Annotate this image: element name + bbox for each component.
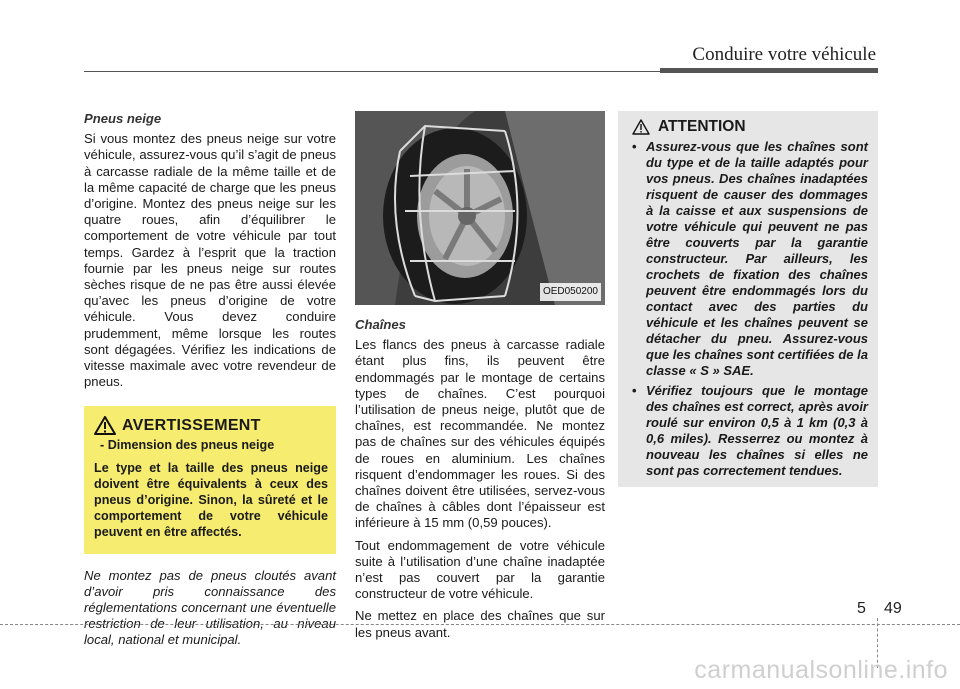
chains-paragraph-2: Tout endommagement de votre véhicule suite à l’utilisation d’une chaîne inadaptée n’est pas couvert par la garantie constructeur de votre véhicule. xyxy=(355,537,605,602)
page-number: 49 xyxy=(884,600,902,617)
attention-list xyxy=(628,139,868,479)
chains-heading: Chaînes xyxy=(355,317,406,332)
caution-triangle-icon xyxy=(632,119,650,135)
header-rule xyxy=(84,71,660,72)
left-column xyxy=(84,111,336,654)
page-header-title: Conduire votre véhicule xyxy=(692,44,876,65)
attention-item-chain-type: • Assurez-vous que les chaînes sont du type et de la taille adaptés pour vos pneus. Des chaînes inadaptées risquent de causer des dommages à la caisse et aux suspensions de votre véhicule qui peuvent ne pas être couverts par la garantie constructeur. Par ailleurs, les crochets de fixation des chaînes peuvent être endommagés lors du contact avec des parties du véhicule et les chaînes peuvent se détacher du pneu. Assurez-vous que les chaînes sont certifiées de la classe « S » SAE. xyxy=(628,139,868,379)
snow-tires-paragraph: Si vous montez des pneus neige sur votre véhicule, assurez-vous qu’il s’agit de pneus à carcasse radiale de la même taille et de la même capacité de charge que les pneus d’origine. Montez des pneus neige sur les quatre roues, afin d’équilibrer le comportement de votre véhicule par tout temps. Gardez à l’esprit que la traction fournie par les pneus neige sur routes sèches risque de ne pas être aussi élevée qu’avec les pneus d’origine de votre véhicule. Vous devez conduire prudemment, même lorsque les routes sont dégagées. Vérifiez les indications de vitesse maximale avec votre revendeur de pneus. xyxy=(84,131,336,390)
warning-subtitle: - Dimension des pneus neige xyxy=(100,438,275,453)
attention-box xyxy=(618,111,878,487)
attention-item-chain-check: • Vérifiez toujours que le montage des chaînes est correct, après avoir roulé sur environ 0,5 à 1 km (0,3 à 0,6 miles). Resserrez ou montez à nouveau les chaînes si elles ne sont pas correctement tendues. xyxy=(628,383,868,479)
attention-title: ATTENTION xyxy=(658,118,746,135)
tire-with-chain-illustration xyxy=(355,111,605,305)
warning-header xyxy=(94,416,328,435)
chapter-number: 5 xyxy=(857,600,866,617)
footer-divider xyxy=(0,624,960,625)
attention-header xyxy=(632,119,868,135)
photo-caption: OED050200 xyxy=(540,283,601,301)
watermark: carmanualsonline.info xyxy=(694,656,948,684)
middle-column xyxy=(355,111,605,647)
chains-paragraph-1: Les flancs des pneus à carcasse radiale étant plus fins, ils peuvent être endommagés par le montage de certains types de chaînes. C’est pourquoi l’utilisation de pneus neige, plutôt que de chaînes, est recommandée. Ne montez pas de chaînes sur des véhicules équipés de roues en aluminium. Les chaînes risquent d’endommager les roues. Si des chaînes doivent être utilisées, servez-vous de chaînes à câbles dont l’épaisseur est inférieure à 15 mm (0,59 pouces). xyxy=(355,337,605,531)
right-column xyxy=(618,111,878,487)
chains-paragraph-3: Ne mettez en place des chaînes que sur les pneus avant. xyxy=(355,608,605,640)
snow-tires-heading: Pneus neige xyxy=(84,111,162,126)
warning-box xyxy=(84,406,336,553)
header-rule-accent xyxy=(660,68,878,73)
studded-tires-note: Ne montez pas de pneus cloutés avant d’avoir pris connaissance des réglementations concernant une éventuelle restriction de leur utilisation, au niveau local, national et municipal. xyxy=(84,567,336,647)
snow-chain-photo xyxy=(355,111,605,305)
warning-triangle-icon xyxy=(94,416,116,435)
warning-title: AVERTISSEMENT xyxy=(122,416,261,434)
warning-body: Le type et la taille des pneus neige doivent être équivalents à ceux des pneus d’origine. Sinon, la sûreté et le comportement de votre véhicule peuvent en être affectés. xyxy=(94,460,328,539)
